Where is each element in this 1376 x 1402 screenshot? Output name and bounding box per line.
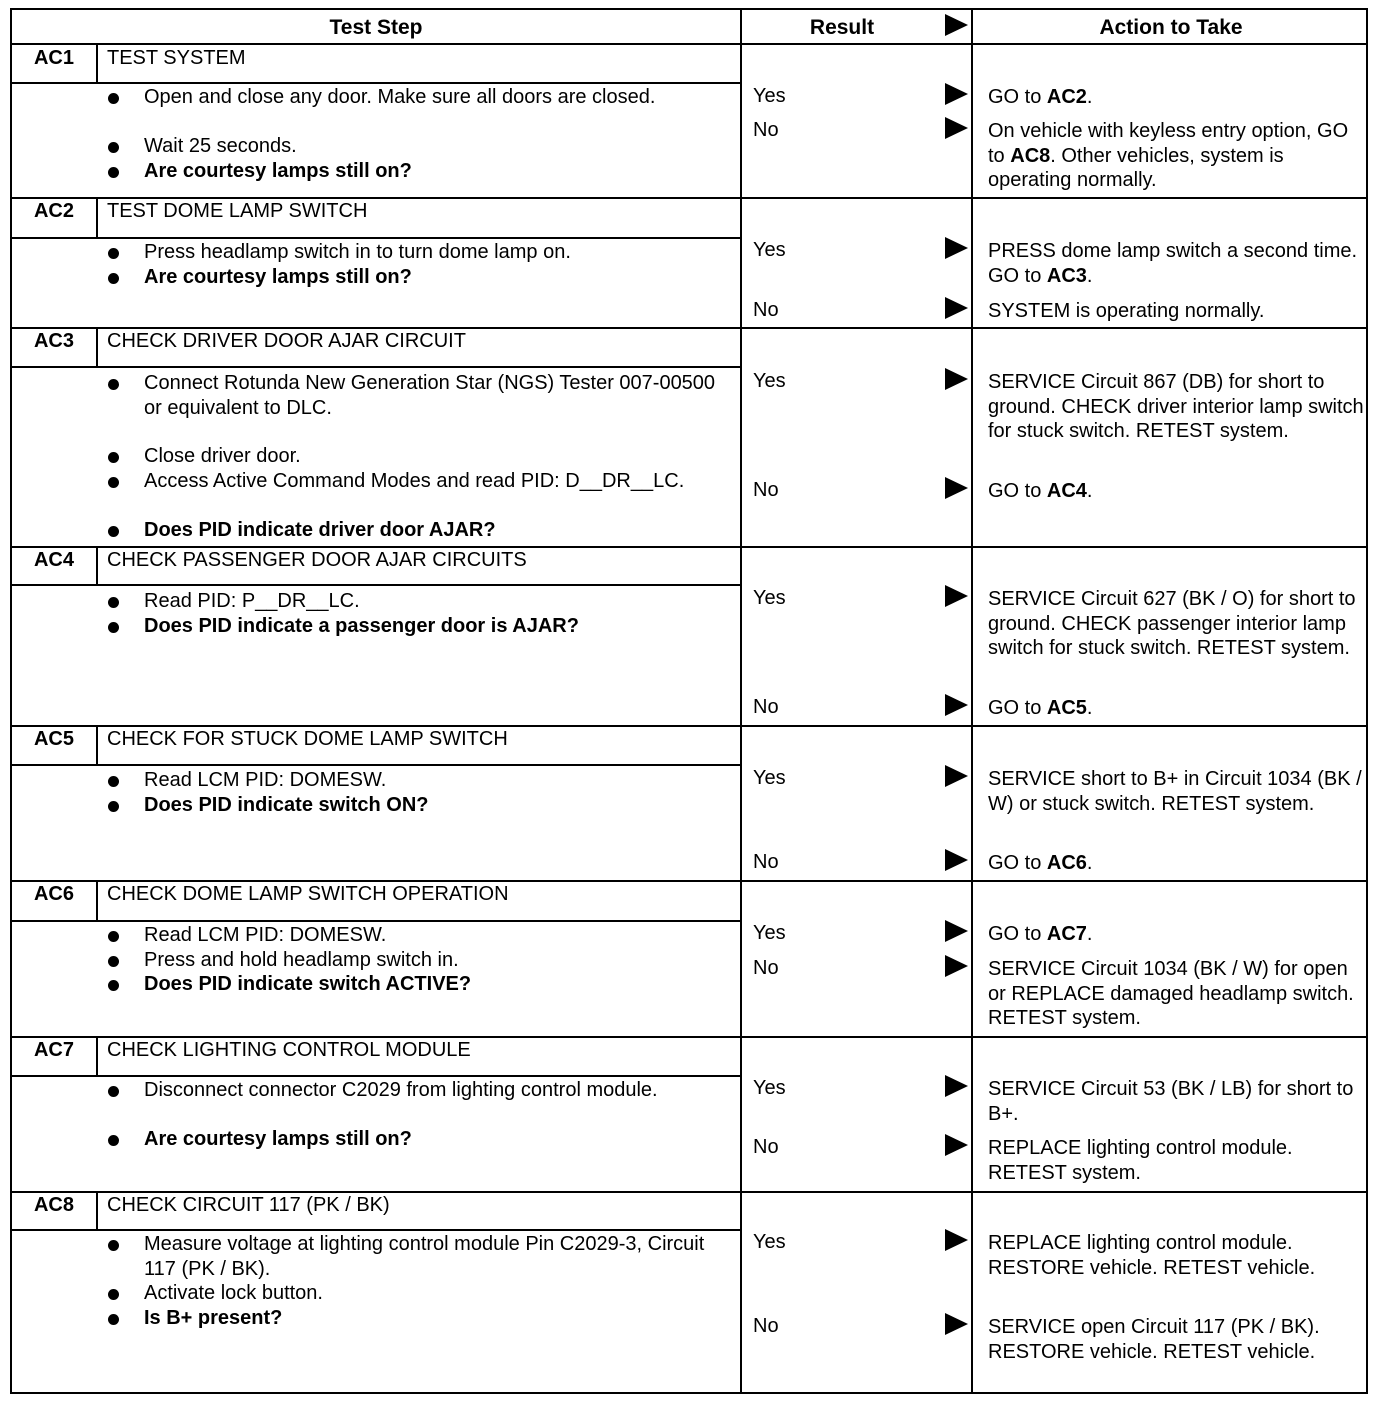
code-divider [96, 327, 98, 366]
bullet-dot-icon [108, 452, 119, 463]
result-label: Yes [753, 1231, 786, 1253]
action-text-part: SERVICE Circuit 867 (DB) for short to ground. CHECK driver interior lamp switch for stuck switch. RETEST system. [988, 371, 1364, 442]
title-divider [12, 764, 740, 766]
bullet-dot-icon [108, 273, 119, 284]
action-text-part: AC8 [1010, 144, 1051, 167]
action-text-part: GO to [988, 480, 1047, 502]
action-text [988, 119, 1366, 193]
step-code: AC3 [33, 330, 74, 352]
action-text-part: SERVICE open Circuit 117 (PK / BK). RESTORE vehicle. RETEST vehicle. [988, 1316, 1320, 1363]
title-divider [12, 1229, 740, 1231]
action-text-part: REPLACE lighting control module. RESTORE vehicle. RETEST vehicle. [988, 1232, 1316, 1279]
arrow-right-icon [945, 477, 968, 499]
row-divider [12, 725, 1366, 727]
result-label: No [753, 957, 779, 979]
bullet-dot-icon [108, 93, 119, 104]
action-text [988, 767, 1366, 816]
action-text [988, 587, 1366, 661]
result-label: No [753, 851, 779, 873]
action-text [988, 1077, 1366, 1126]
action-text-part: GO to [988, 923, 1047, 945]
arrow-right-icon [945, 765, 968, 787]
step-instruction: Activate lock button. [144, 1282, 323, 1304]
step-instruction: Read LCM PID: DOMESW. [144, 924, 387, 946]
action-text-part: AC7 [1046, 923, 1087, 945]
arrow-right-icon [945, 83, 968, 105]
code-divider [96, 725, 98, 764]
arrow-right-icon [945, 1313, 968, 1335]
step-title: CHECK DRIVER DOOR AJAR CIRCUIT [107, 330, 466, 352]
bullet-dot-icon [108, 956, 119, 967]
action-text-part: SERVICE short to B+ in Circuit 1034 (BK / W) or stuck switch. RETEST system. [988, 768, 1362, 815]
action-text [988, 370, 1366, 444]
step-title: TEST SYSTEM [107, 47, 246, 69]
step-code: AC8 [33, 1194, 74, 1216]
code-divider [96, 44, 98, 82]
header-action: Action to Take [1099, 16, 1243, 39]
step-instruction: Disconnect connector C2029 from lighting control module. [144, 1079, 658, 1101]
step-instruction: Connect Rotunda New Generation Star (NGS) Tester 007-00500 or equivalent to DLC. [144, 372, 716, 419]
action-text [988, 922, 1366, 947]
result-label: Yes [753, 767, 786, 789]
step-title: CHECK LIGHTING CONTROL MODULE [107, 1039, 471, 1061]
header-arrow-icon [945, 14, 968, 36]
title-divider [12, 584, 740, 586]
arrow-right-icon [945, 1229, 968, 1251]
result-label: No [753, 1136, 779, 1158]
bullet-dot-icon [108, 526, 119, 537]
action-text-part: AC3 [1046, 264, 1087, 287]
action-text [988, 1231, 1366, 1280]
code-divider [96, 880, 98, 920]
step-instruction: Does PID indicate driver door AJAR? [144, 519, 496, 541]
title-divider [12, 920, 740, 922]
arrow-right-icon [945, 1075, 968, 1097]
action-text [988, 957, 1366, 1031]
arrow-right-icon [945, 297, 968, 319]
bullet-dot-icon [108, 167, 119, 178]
step-instruction: Wait 25 seconds. [144, 135, 297, 157]
action-text-part: . [1086, 852, 1093, 874]
result-label: Yes [753, 239, 786, 261]
action-text-part: SERVICE Circuit 627 (BK / O) for short to ground. CHECK passenger interior lamp switch for stuck switch. RETEST system. [988, 588, 1356, 659]
action-text [988, 85, 1366, 110]
action-text-part: SERVICE Circuit 53 (BK / LB) for short to B+. [988, 1078, 1354, 1125]
step-instruction: Read LCM PID: DOMESW. [144, 769, 387, 791]
step-code: AC5 [33, 728, 74, 750]
step-instruction: Are courtesy lamps still on? [144, 1128, 412, 1150]
bullet-dot-icon [108, 477, 119, 488]
bullet-dot-icon [108, 622, 119, 633]
action-text-part: SYSTEM is operating normally. [988, 300, 1265, 322]
code-divider [96, 1191, 98, 1229]
step-instruction: Does PID indicate a passenger door is AJAR? [144, 615, 579, 637]
arrow-right-icon [945, 585, 968, 607]
action-text-part: REPLACE lighting control module. RETEST system. [988, 1137, 1293, 1184]
action-text-part: GO to [988, 86, 1047, 108]
action-text-part: . [1086, 923, 1093, 945]
action-text [988, 851, 1366, 876]
step-instruction: Are courtesy lamps still on? [144, 160, 412, 182]
bullet-dot-icon [108, 1314, 119, 1325]
action-text-part: . Other vehicles, system is operating normally. [988, 144, 1284, 191]
code-divider [96, 197, 98, 237]
result-label: No [753, 479, 779, 501]
action-text-part: AC6 [1046, 852, 1087, 874]
result-label: No [753, 1315, 779, 1337]
step-title: CHECK FOR STUCK DOME LAMP SWITCH [107, 728, 508, 750]
action-text-part: GO to [988, 697, 1047, 719]
column-divider-action [971, 10, 973, 1392]
row-divider [12, 546, 1366, 548]
result-label: Yes [753, 922, 786, 944]
step-instruction: Are courtesy lamps still on? [144, 266, 412, 288]
bullet-dot-icon [108, 597, 119, 608]
title-divider [12, 82, 740, 84]
action-text-part: GO to [988, 852, 1047, 874]
bullet-dot-icon [108, 1135, 119, 1146]
action-text-part: . [1086, 697, 1093, 719]
arrow-right-icon [945, 1134, 968, 1156]
step-title: CHECK DOME LAMP SWITCH OPERATION [107, 883, 509, 905]
step-code: AC4 [33, 549, 74, 571]
bullet-dot-icon [108, 931, 119, 942]
arrow-right-icon [945, 237, 968, 259]
bullet-dot-icon [108, 776, 119, 787]
row-divider [12, 1036, 1366, 1038]
arrow-right-icon [945, 849, 968, 871]
step-code: AC1 [33, 47, 74, 69]
step-title: CHECK CIRCUIT 117 (PK / BK) [107, 1194, 390, 1216]
action-text-part: . [1086, 86, 1093, 108]
step-instruction: Press headlamp switch in to turn dome lamp on. [144, 241, 571, 263]
title-divider [12, 237, 740, 239]
result-label: Yes [753, 587, 786, 609]
action-text [988, 1315, 1366, 1364]
row-divider [12, 880, 1366, 882]
result-label: Yes [753, 1077, 786, 1099]
action-text-part: On vehicle with keyless entry option, GO to [988, 120, 1349, 167]
title-divider [12, 1075, 740, 1077]
action-text-part: AC2 [1046, 86, 1087, 108]
arrow-right-icon [945, 955, 968, 977]
action-text [988, 299, 1366, 324]
arrow-right-icon [945, 920, 968, 942]
step-instruction: Access Active Command Modes and read PID: D__DR__LC. [144, 470, 685, 492]
bullet-dot-icon [108, 1086, 119, 1097]
step-code: AC6 [33, 883, 74, 905]
action-text [988, 479, 1366, 504]
header-test-step: Test Step [329, 16, 423, 39]
bullet-dot-icon [108, 379, 119, 390]
code-divider [96, 1036, 98, 1075]
step-instruction: Close driver door. [144, 445, 301, 467]
bullet-dot-icon [108, 248, 119, 259]
result-label: Yes [753, 85, 786, 107]
action-text-part: AC4 [1046, 480, 1087, 502]
action-text-part: AC5 [1046, 697, 1087, 719]
arrow-right-icon [945, 368, 968, 390]
bullet-dot-icon [108, 801, 119, 812]
result-label: Yes [753, 370, 786, 392]
row-divider [12, 197, 1366, 199]
bullet-dot-icon [108, 980, 119, 991]
action-text [988, 1136, 1366, 1185]
action-text-part: . [1086, 264, 1093, 287]
step-instruction: Is B+ present? [144, 1307, 283, 1329]
result-label: No [753, 119, 779, 141]
step-title: TEST DOME LAMP SWITCH [107, 200, 368, 222]
step-instruction: Does PID indicate switch ON? [144, 794, 429, 816]
step-instruction: Measure voltage at lighting control module Pin C2029-3, Circuit 117 (PK / BK). [144, 1233, 705, 1280]
bullet-dot-icon [108, 142, 119, 153]
step-code: AC7 [33, 1039, 74, 1061]
code-divider [96, 546, 98, 584]
step-instruction: Does PID indicate switch ACTIVE? [144, 973, 472, 995]
bullet-dot-icon [108, 1289, 119, 1300]
step-code: AC2 [33, 200, 74, 222]
diagnostic-table [10, 8, 1368, 1394]
row-divider [12, 1191, 1366, 1193]
arrow-right-icon [945, 117, 968, 139]
column-divider-result [740, 10, 742, 1392]
arrow-right-icon [945, 694, 968, 716]
action-text-part: PRESS dome lamp switch a second time. GO to [988, 240, 1358, 287]
result-label: No [753, 299, 779, 321]
step-instruction: Open and close any door. Make sure all doors are closed. [144, 86, 656, 108]
step-instruction: Press and hold headlamp switch in. [144, 949, 459, 971]
action-text [988, 239, 1366, 288]
result-label: No [753, 696, 779, 718]
bullet-dot-icon [108, 1240, 119, 1251]
header-divider [12, 43, 1366, 45]
row-divider [12, 327, 1366, 329]
action-text [988, 696, 1366, 721]
header-result: Result [809, 16, 875, 39]
action-text-part: . [1086, 480, 1093, 502]
step-title: CHECK PASSENGER DOOR AJAR CIRCUITS [107, 549, 527, 571]
step-instruction: Read PID: P__DR__LC. [144, 590, 360, 612]
title-divider [12, 366, 740, 368]
action-text-part: SERVICE Circuit 1034 (BK / W) for open or REPLACE damaged headlamp switch. RETEST system. [988, 958, 1354, 1029]
